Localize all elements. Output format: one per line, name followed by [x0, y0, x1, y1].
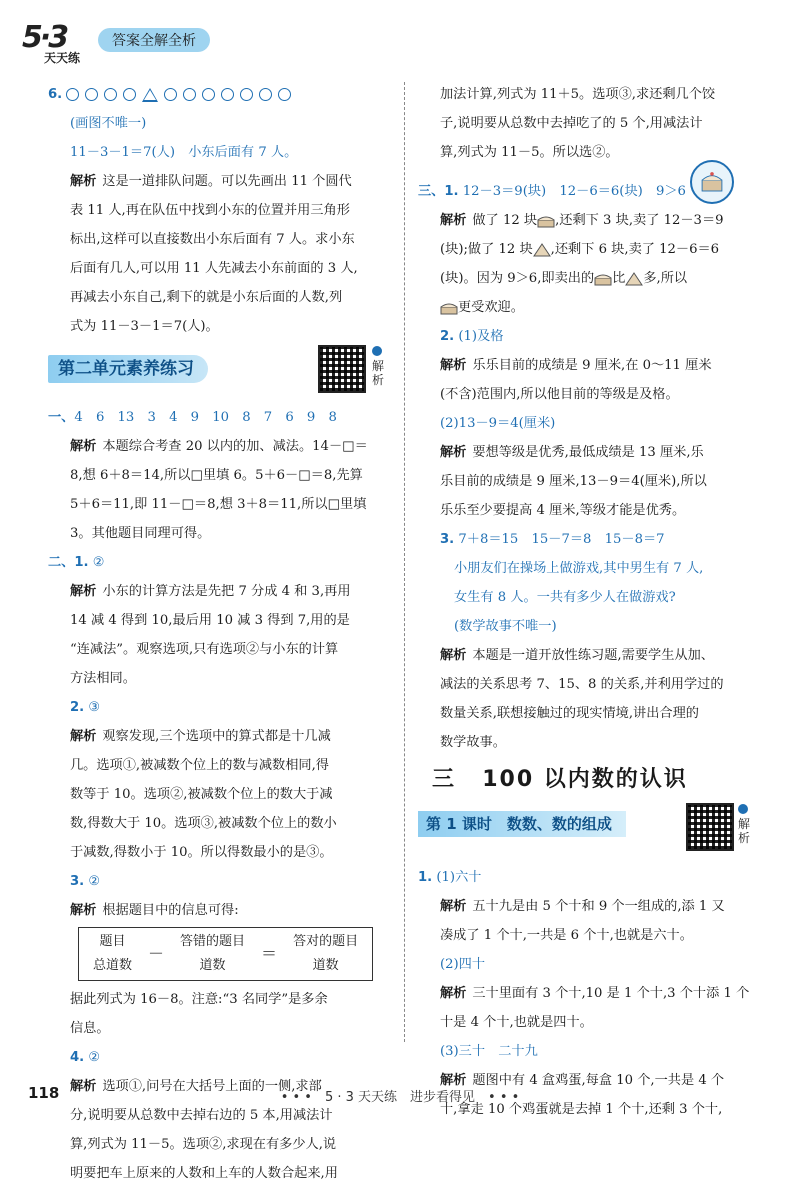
q6-answer: 11－3－1＝7(人) 小东后面有 7 人。: [70, 145, 298, 160]
s2-2-explanation-1: 解析 观察发现,三个选项中的算式都是十几减: [70, 729, 331, 744]
qr-label: 解析: [738, 803, 752, 845]
cake-icon: [440, 301, 458, 315]
s3-2a-answer: 2. (1)及格: [440, 329, 504, 344]
qr-code[interactable]: [318, 345, 366, 393]
page-header: [22, 14, 422, 64]
s2-3-explanation-3: 信息。: [70, 1021, 110, 1036]
q1a-answer: 1. (1)六十: [418, 870, 482, 885]
formula-row: [48, 925, 393, 985]
cont-2: 子,说明要从总数中去掉吃了的 5 个,用减法计: [440, 116, 703, 131]
q1b-explanation-1: 解析 三十里面有 3 个十,10 是 1 个十,3 个十添 1 个: [440, 986, 750, 1001]
formula-box: 题目 总道数 － 答错的题目 道数 ＝ 答对的题目 道数: [78, 927, 373, 981]
s1-explanation-1: 解析 本题综合考查 20 以内的加、减法。14－□＝: [70, 439, 368, 454]
s3-1-answer: 三、1. 12－3＝9(块) 12－6＝6(块) 9＞6: [418, 184, 686, 199]
circle-icon: [259, 88, 272, 101]
s2-4-explanation-3: 算,列式为 11－5。选项②,求现在有多少人,说: [70, 1137, 337, 1152]
s2-4-explanation-1: 解析 选项①,问号在大括号上面的一侧,求部: [70, 1079, 322, 1094]
q6-explanation-1: 解析 这是一道排队问题。可以先画出 11 个圆代: [70, 174, 352, 189]
circle-icon: [202, 88, 215, 101]
s3-3-explanation-2: 减法的关系思考 7、15、8 的关系,并利用学过的: [440, 677, 724, 692]
formula-term-wrong: 答错的题目 道数: [180, 934, 246, 973]
s1-answer: 一、4 6 13 3 4 9 10 8 7 6 9 8: [48, 410, 337, 425]
play-icon: [372, 346, 382, 356]
cake-badge-icon: [690, 160, 734, 204]
s2-4-answer: 4. ②: [70, 1050, 101, 1065]
q1c-explanation-1: 解析 题图中有 4 盒鸡蛋,每盒 10 个,一共是 4 个: [440, 1073, 725, 1088]
triangle-icon: [142, 88, 158, 102]
s3-1-explanation-4: 更受欢迎。: [418, 293, 763, 322]
cake-slice-icon: [625, 272, 643, 286]
lesson-row: [418, 803, 763, 863]
s3-1-explanation-3: (块)。因为 9＞6,即卖出的 比 多,所以: [440, 271, 688, 286]
q6-explanation-2: 表 11 人,再在队伍中找到小东的位置并用三角形: [70, 203, 350, 218]
s1-explanation-2: 8,想 6＋8＝14,所以□里填 6。5＋6－□＝8,先算: [70, 468, 363, 483]
s3-2b-explanation-3: 乐乐至少要提高 4 厘米,等级才能是优秀。: [440, 503, 686, 518]
s3-2a-explanation-2: (不含)范围内,所以他目前的等级是及格。: [440, 387, 679, 402]
s3-3-answer: 3. 7＋8＝15 15－7＝8 15－8＝7: [440, 532, 665, 547]
q6-note: (画图不唯一): [70, 116, 147, 131]
chapter-title: 100 以内数的认识: [482, 767, 688, 792]
s2-1-explanation-2: 14 减 4 得到 10,最后用 10 减 3 得到 7,用的是: [70, 613, 350, 628]
unit-banner-row: [48, 341, 393, 403]
left-column: [48, 80, 393, 1188]
s3-2b-explanation-2: 乐目前的成绩是 9 厘米,13－9＝4(厘米),所以: [440, 474, 707, 489]
s2-2-explanation-4: 数,得数大于 10。选项③,被减数个位上的数小: [70, 816, 337, 831]
circle-icon: [221, 88, 234, 101]
formula-term-total: 题目 总道数: [93, 934, 133, 973]
s2-3-explanation: 解析 根据题目中的信息可得:: [70, 903, 239, 918]
cake-icon: [594, 272, 612, 286]
qr-label: 解析: [372, 345, 386, 387]
q6-explanation-6: 式为 11－3－1＝7(人)。: [70, 319, 219, 334]
s3-3-story-1: 小朋友们在操场上做游戏,其中男生有 7 人,: [454, 561, 704, 576]
right-column: [418, 80, 763, 1124]
q6-explanation-5: 再减去小东自己,剩下的就是小东后面的人数,列: [70, 290, 343, 305]
q6-explanation-3: 标出,这样可以直接数出小东后面有 7 人。求小东: [70, 232, 355, 247]
circle-icon: [85, 88, 98, 101]
s1-explanation-3: 5＋6＝11,即 11－□＝8,想 3＋8＝11,所以□里填: [70, 497, 367, 512]
cake-icon: [537, 214, 555, 228]
chapter-heading: [418, 757, 763, 803]
footer-slogan: • • • 5 · 3 天天练 进步看得见 • • •: [280, 1090, 520, 1105]
header-title: 答案全解全析: [98, 28, 210, 52]
s3-3-explanation-1: 解析 本题是一道开放性练习题,需要学生从加、: [440, 648, 714, 663]
s2-2-explanation-3: 数等于 10。选项②,被减数个位上的数大于减: [70, 787, 333, 802]
column-divider: [404, 82, 405, 1042]
unit-banner: 第二单元素养练习: [48, 355, 208, 383]
queue-drawing: [66, 80, 297, 109]
s2-4-explanation-4: 明要把车上原来的人数和上车的人数合起来,用: [70, 1166, 338, 1181]
s2-2-explanation-5: 于减数,得数小于 10。所以得数最小的是③。: [70, 845, 333, 860]
brand-logo: 5·3 天天练: [22, 20, 81, 65]
s2-2-explanation-2: 几。选项①,被减数个位上的数与减数相同,得: [70, 758, 329, 773]
q1a-explanation-1: 解析 五十九是由 5 个十和 9 个一组成的,添 1 又: [440, 899, 725, 914]
chapter-number: 三: [432, 767, 457, 792]
s3-3-note: (数学故事不唯一): [454, 619, 557, 634]
s2-1-explanation-1: 解析 小东的计算方法是先把 7 分成 4 和 3,再用: [70, 584, 351, 599]
circle-icon: [164, 88, 177, 101]
circle-icon: [240, 88, 253, 101]
s2-1-explanation-4: 方法相同。: [70, 671, 136, 686]
cont-1: 加法计算,列式为 11＋5。选项③,求还剩几个饺: [440, 87, 716, 102]
qr-code[interactable]: [686, 803, 734, 851]
circle-icon: [278, 88, 291, 101]
s2-3-answer: 3. ②: [70, 874, 101, 889]
q1c-answer: (3)三十 二十九: [440, 1044, 538, 1059]
s2-1-answer: 二、1. ②: [48, 555, 105, 570]
s3-2b-answer: (2)13－9＝4(厘米): [440, 416, 556, 431]
circle-icon: [66, 88, 79, 101]
q1c-explanation-2: 十,拿走 10 个鸡蛋就是去掉 1 个十,还剩 3 个十,: [440, 1102, 723, 1117]
circle-icon: [183, 88, 196, 101]
cake-slice-icon: [533, 243, 551, 257]
s2-1-explanation-3: “连减法”。观察选项,只有选项②与小东的计算: [70, 642, 339, 657]
s3-3-explanation-4: 数学故事。: [440, 735, 506, 750]
s3-3-story-2: 女生有 8 人。一共有多少人在做游戏?: [454, 590, 676, 605]
circle-icon: [104, 88, 117, 101]
formula-term-right: 答对的题目 道数: [293, 934, 359, 973]
s3-2b-explanation-1: 解析 要想等级是优秀,最低成绩是 13 厘米,乐: [440, 445, 704, 460]
s3-1-explanation-2: (块);做了 12 块 ,还剩下 6 块,卖了 12－6＝6: [440, 242, 720, 257]
cont-3: 算,列式为 11－5。所以选②。: [440, 145, 619, 160]
s2-2-answer: 2. ③: [70, 700, 101, 715]
s2-4-explanation-2: 分,说明要从总数中去掉右边的 5 本,用减法计: [70, 1108, 333, 1123]
page-number: 118: [28, 1084, 60, 1102]
lesson-title: 第 1 课时 数数、数的组成: [418, 811, 626, 837]
s1-explanation-4: 3。其他题目同理可得。: [70, 526, 211, 541]
s2-3-explanation-2: 据此列式为 16－8。注意:“3 名同学”是多余: [70, 992, 328, 1007]
q1b-explanation-2: 十是 4 个十,也就是四十。: [440, 1015, 593, 1030]
s3-2a-explanation-1: 解析 乐乐目前的成绩是 9 厘米,在 0～11 厘米: [440, 358, 712, 373]
play-icon: [738, 804, 748, 814]
q1b-answer: (2)四十: [440, 957, 486, 972]
circle-icon: [123, 88, 136, 101]
q1a-explanation-2: 凑成了 1 个十,一共是 6 个十,也就是六十。: [440, 928, 693, 943]
q6-line: 6.: [48, 80, 393, 109]
q6-explanation-4: 后面有几人,可以用 11 人先减去小东前面的 3 人,: [70, 261, 358, 276]
s3-1-explanation-1: 解析 做了 12 块 ,还剩下 3 块,卖了 12－3＝9: [440, 213, 724, 228]
s3-3-explanation-3: 数量关系,联想接触过的现实情境,讲出合理的: [440, 706, 699, 721]
